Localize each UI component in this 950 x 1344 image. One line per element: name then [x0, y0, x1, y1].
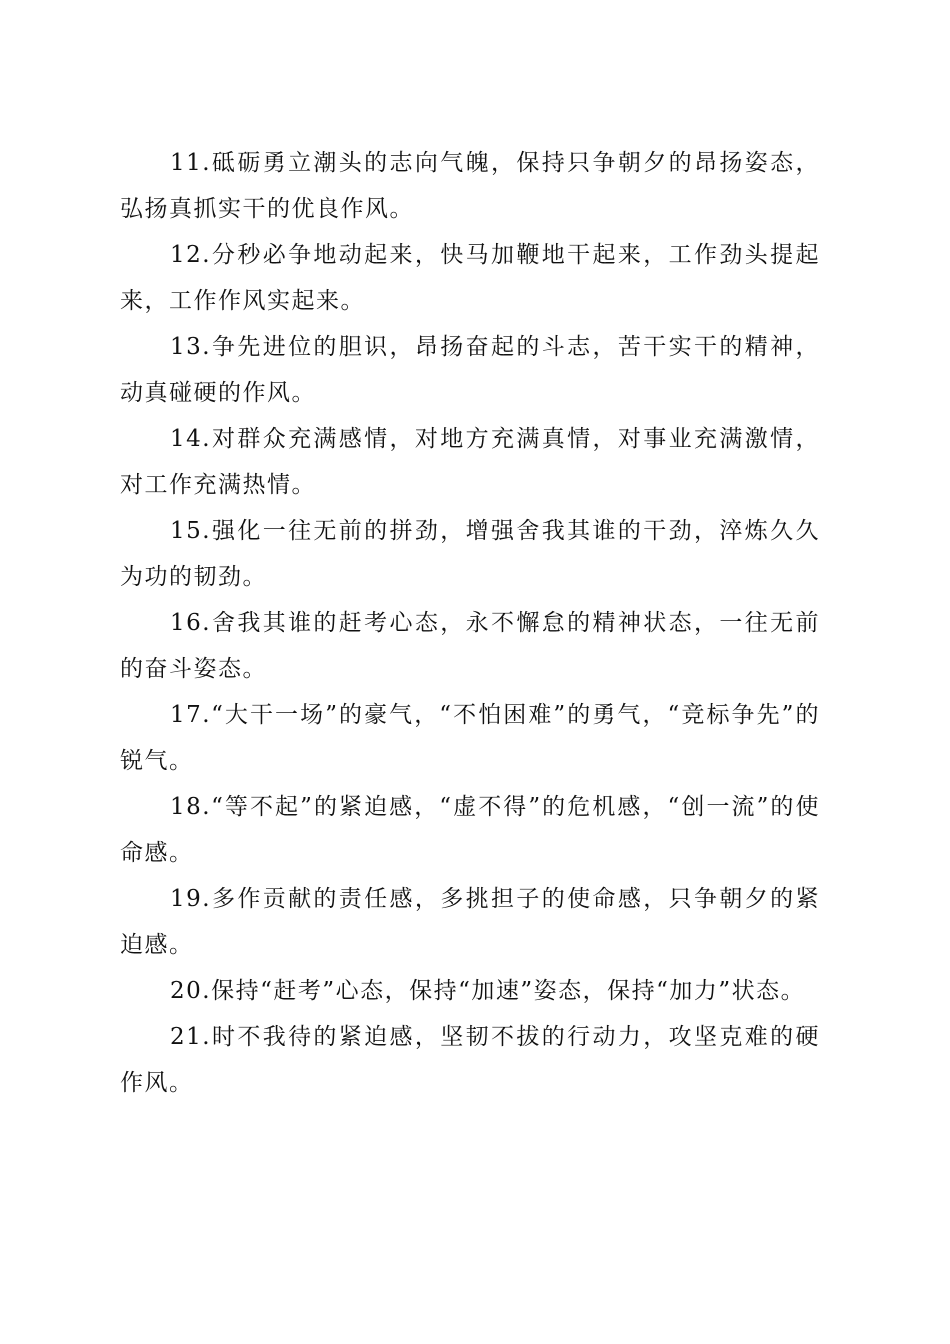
paragraph-15: 15.强化一往无前的拼劲，增强舍我其谁的干劲，淬炼久久为功的韧劲。 [120, 518, 820, 590]
paragraph-12: 12.分秒必争地动起来，快马加鞭地干起来，工作劲头提起来，工作作风实起来。 [120, 242, 820, 314]
paragraph-14: 14.对群众充满感情，对地方充满真情，对事业充满激情，对工作充满热情。 [120, 426, 820, 498]
paragraph-19: 19.多作贡献的责任感，多挑担子的使命感，只争朝夕的紧迫感。 [120, 886, 820, 958]
paragraph-16: 16.舍我其谁的赶考心态，永不懈怠的精神状态，一往无前的奋斗姿态。 [120, 610, 820, 682]
document-body [120, 140, 820, 1106]
paragraph-20: 20.保持“赶考”心态，保持“加速”姿态，保持“加力”状态。 [170, 978, 806, 1004]
paragraph-17: 17.“大干一场”的豪气，“不怕困难”的勇气，“竞标争先”的锐气。 [120, 702, 820, 774]
paragraph-11: 11.砥砺勇立潮头的志向气魄，保持只争朝夕的昂扬姿态，弘扬真抓实干的优良作风。 [120, 150, 820, 222]
paragraph-13: 13.争先进位的胆识，昂扬奋起的斗志，苦干实干的精神，动真碰硬的作风。 [120, 334, 820, 406]
paragraph-21: 21.时不我待的紧迫感，坚韧不拔的行动力，攻坚克难的硬作风。 [120, 1024, 820, 1096]
paragraph-18: 18.“等不起”的紧迫感，“虚不得”的危机感，“创一流”的使命感。 [120, 794, 820, 866]
